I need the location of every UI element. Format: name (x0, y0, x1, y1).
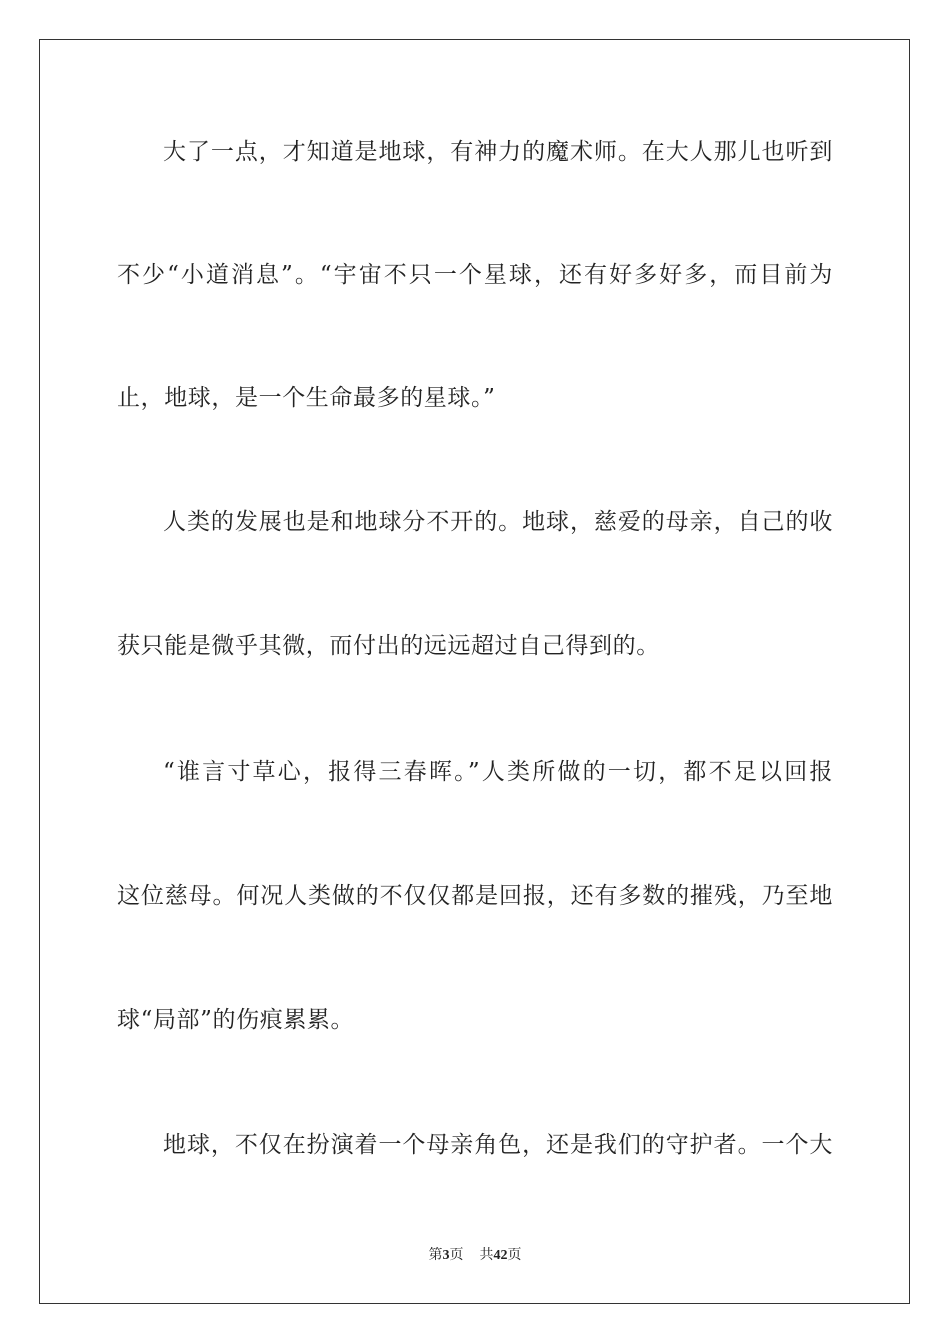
page-prefix: 第 (428, 1248, 443, 1263)
text-line: 不少“小道消息”。“宇宙不只一个星球，还有好多好多，而目前为 (117, 262, 833, 288)
text-line: 地球，不仅在扮演着一个母亲角色，还是我们的守护者。一个大 (163, 1132, 833, 1158)
page-number: 3 (442, 1248, 450, 1263)
page-footer (0, 1247, 950, 1265)
total-prefix: 共 (479, 1248, 494, 1263)
text-line: 大了一点，才知道是地球，有神力的魔术师。在大人那儿也听到 (163, 139, 833, 165)
text-line: 人类的发展也是和地球分不开的。地球，慈爱的母亲，自己的收 (163, 509, 833, 535)
text-line: “谁言寸草心，报得三春晖。”人类所做的一切，都不足以回报 (163, 759, 833, 785)
page-suffix: 页 (449, 1248, 464, 1263)
text-line: 这位慈母。何况人类做的不仅仅都是回报，还有多数的摧残，乃至地 (117, 883, 833, 909)
text-line: 止，地球，是一个生命最多的星球。” (117, 385, 496, 411)
total-suffix: 页 (507, 1248, 522, 1263)
text-line: 获只能是微乎其微，而付出的远远超过自己得到的。 (117, 633, 660, 659)
page-frame (39, 39, 910, 1304)
text-line: 球“局部”的伤痕累累。 (117, 1007, 355, 1033)
total-pages: 42 (493, 1248, 508, 1263)
